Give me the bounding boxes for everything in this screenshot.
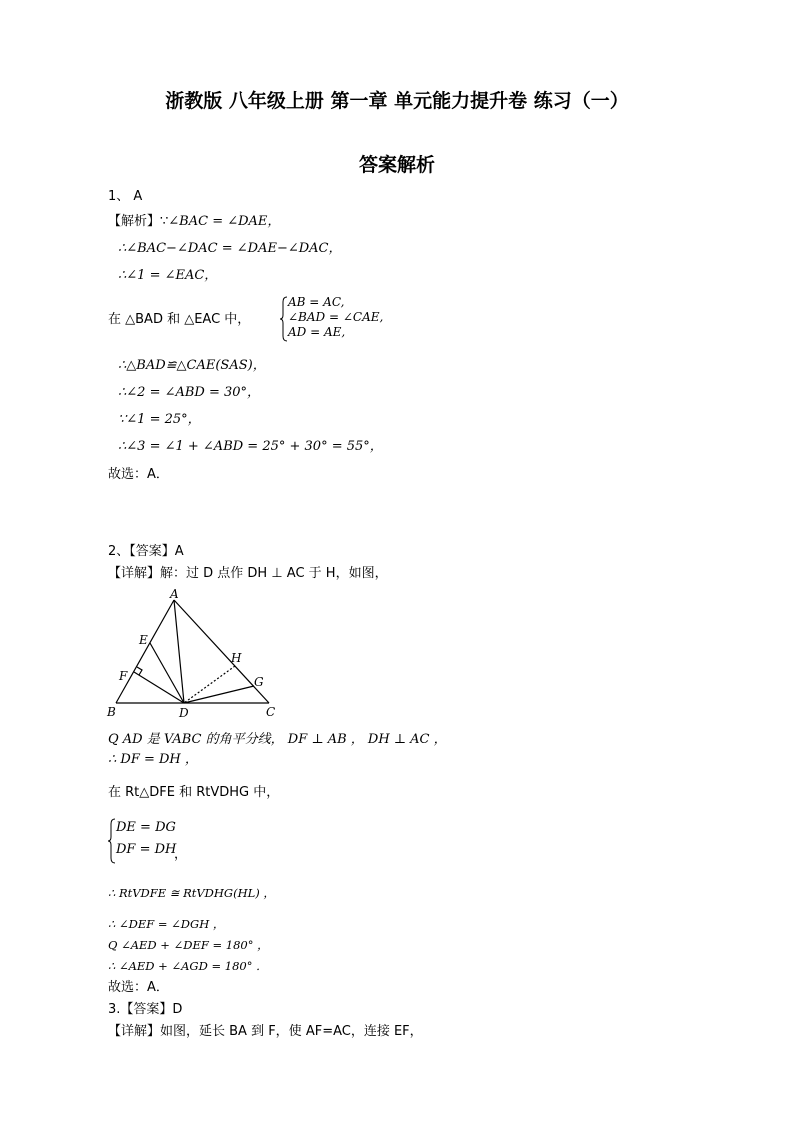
q2-line-3: ∴ DF = DH ， (108, 752, 198, 767)
vertex-label-e: E (139, 633, 148, 647)
q1-line-3: ∴∠1 = ∠EAC， (118, 268, 218, 283)
q1-sys-eq-1: AB = AC, (288, 295, 345, 309)
q1-line-2: ∴∠BAC−∠DAC = ∠DAE−∠DAC， (118, 241, 342, 256)
vertex-label-c: C (266, 705, 276, 719)
q2-line-1: 【详解】解：过 D 点作 DH ⊥ AC 于 H，如图， (108, 566, 388, 581)
q1-line-1 (108, 213, 280, 231)
q3-line-1: 【详解】如图，延长 BA 到 F，使 AF=AC，连接 EF， (108, 1024, 423, 1039)
q1-sys-eq-2: ∠BAD = ∠CAE, (288, 310, 384, 324)
q2-line-7: Q ∠AED + ∠DEF = 180° ， (108, 938, 269, 952)
q2-number: 2、【答案】A (108, 544, 184, 559)
vertex-label-f: F (119, 669, 128, 683)
q1-line-4: 在 △BAD 和 △EAC 中， (108, 312, 251, 327)
q1-sys-eq-3: AD = AE, (288, 325, 346, 339)
q2-line-5: ∴ RtVDFE ≅ RtVDHG(HL) ， (108, 886, 275, 900)
q2-sys-tail: ， (174, 847, 188, 862)
q2-line-4: 在 Rt△DFE 和 RtVDHG 中， (108, 785, 280, 800)
vertex-label-h: H (231, 651, 242, 665)
q1-conclusion: 故选：A． (108, 467, 169, 482)
q2-line-2: Q AD 是 VABC 的角平分线， DF ⊥ AB ， DH ⊥ AC ， (108, 732, 447, 747)
left-brace-icon (108, 818, 116, 864)
vertex-label-a: A (170, 588, 179, 601)
q2-sys-eq-2: DF = DH (116, 842, 177, 857)
q1-equation-system (280, 296, 400, 344)
q2-line-8: ∴ ∠AED + ∠AGD = 180° ． (108, 959, 268, 973)
q1-line-1-math: ∠BAC = ∠DAE， (168, 214, 281, 229)
left-brace-icon (280, 296, 288, 342)
q1-line-5: ∴△BAD≌△CAE(SAS)， (118, 358, 266, 373)
page-title: 浙教版 八年级上册 第一章 单元能力提升卷 练习（一） (165, 90, 629, 112)
q2-equation-system (108, 818, 228, 866)
vertex-label-g: G (254, 675, 264, 689)
q2-sys-eq-1: DE = DG (116, 820, 176, 835)
q1-line-7: ∵∠1 = 25°， (118, 412, 201, 427)
vertex-label-d: D (179, 706, 189, 720)
q1-line-8: ∴∠3 = ∠1 + ∠ABD = 25° + 30° = 55°， (118, 439, 383, 454)
q1-number: 1、 A (108, 189, 143, 204)
q3-number: 3.【答案】D (108, 1002, 183, 1017)
page-subtitle: 答案解析 (358, 154, 435, 176)
q2-line-6: ∴ ∠DEF = ∠DGH ， (108, 917, 225, 931)
q1-line-6: ∴∠2 = ∠ABD = 30°， (118, 385, 261, 400)
q2-conclusion: 故选：A． (108, 980, 169, 995)
triangle-figure (104, 588, 294, 724)
q1-line-1-prefix: 【解析】∵ (108, 214, 169, 229)
vertex-label-b: B (107, 705, 116, 719)
